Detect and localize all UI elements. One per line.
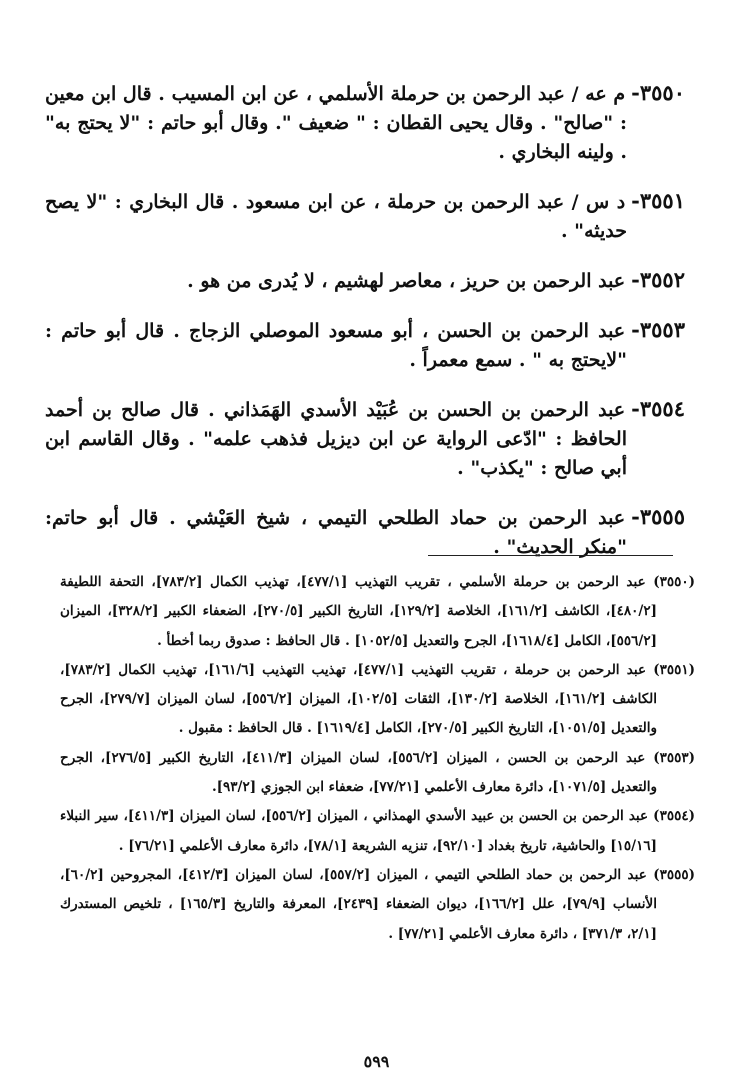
entry-text: م عه / عبد الرحمن بن حرملة الأسلمي ، عن ابن المسيب . قال ابن معين : "صالح" . وقال يحيى القطان : " ضعيف ". وقال أبو حاتم : "لا يحتج به" . ولينه البخاري . [45, 83, 627, 163]
footnotes-section [60, 568, 695, 949]
footnote-3554: (٣٥٥٤) عبد الرحمن بن الحسن بن عبيد الأسدي الهمذاني ، الميزان [٥٥٦/٢]، لسان الميزان [٤١١/٣]، سير النبلاء [١٥/١٦] والحاشية، تاريخ بغداد [٩٢/١٠]، تنزيه الشريعة [٧٨/١]، دائرة معارف الأعلمي [٧٦/٢١] . [60, 808, 695, 854]
entry-text: عبد الرحمن بن الحسن ، أبو مسعود الموصلي الزجاج . قال أبو حاتم : "لايحتج به " . سمع معمراً . [45, 320, 627, 371]
entry-3555 [45, 502, 685, 562]
entry-number: ٣٥٥١- [631, 188, 685, 213]
entry-text: عبد الرحمن بن حماد الطلحي التيمي ، شيخ العَيْشي . قال أبو حاتم: "منكر الحديث" . [45, 507, 627, 558]
entry-number: ٣٥٥٣- [631, 317, 685, 342]
entries-section [45, 78, 685, 569]
entry-3553 [45, 315, 685, 375]
footnote-3550: (٣٥٥٠) عبد الرحمن بن حرملة الأسلمي ، تقريب التهذيب [٤٧٧/١]، تهذيب الكمال [٧٨٣/٢]، التحفة اللطيفة [٤٨٠/٢]، الكاشف [١٦١/٢]، الخلاصة [١٢٩/٢]، التاريخ الكبير [٢٧٠/٥]، الضعفاء الكبير [٣٢٨/٢]، الميزان [٥٥٦/٢]، الكامل [١٦١٨/٤]، الجرح والتعديل [١٠٥٢/٥] . قال الحافظ : صدوق ربما أخطأ . [60, 574, 696, 649]
entry-3552 [45, 265, 685, 296]
entry-3550 [45, 78, 685, 167]
entry-number: ٣٥٥٥- [631, 504, 685, 529]
entry-number: ٣٥٥٠- [631, 80, 685, 105]
footnote-3553: (٣٥٥٣) عبد الرحمن بن الحسن ، الميزان [٥٥٦/٢]، لسان الميزان [٤١١/٣]، التاريخ الكبير [٢٧٦/٥]، الجرح والتعديل [١٠٧١/٥]، دائرة معارف الأعلمي [٧٧/٢١]، ضعفاء ابن الجوزي [٩٣/٢]. [60, 749, 696, 796]
entry-text: د س / عبد الرحمن بن حرملة ، عن ابن مسعود . قال البخاري : "لا يصح حديثه" . [45, 191, 627, 242]
entry-number: ٣٥٥٢- [631, 267, 685, 292]
footnote-divider [428, 555, 673, 556]
page-number: ٥٩٩ [363, 1052, 390, 1071]
footnote-3555: (٣٥٥٥) عبد الرحمن بن حماد الطلحي التيمي ، الميزان [٥٥٧/٢]، لسان الميزان [٤١٢/٣]، المجروحين [٦٠/٢]، الأنساب [٧٩/٩]، علل [١٦٦/٢]، ديوان الضعفاء [٢٤٣٩]، المعرفة والتاريخ [١٦٥/٣] ، تلخيص المستدرك [٢/١، ٣٧١/٣] ، دائرة معارف الأعلمي [٧٧/٢١] . [60, 866, 695, 942]
entry-text: عبد الرحمن بن حريز ، معاصر لهشيم ، لا يُدرى من هو . [187, 270, 626, 292]
entry-number: ٣٥٥٤- [631, 396, 685, 421]
footnote-3551: (٣٥٥١) عبد الرحمن بن حرملة ، تقريب التهذيب [٤٧٧/١]، تهذيب التهذيب [١٦١/٦]، تهذيب الكمال [٧٨٣/٢]، الكاشف [١٦١/٢]، الخلاصة [١٣٠/٢]، الثقات [١٠٢/٥]، الميزان [٥٥٦/٢]، لسان الميزان [٢٧٩/٧]، الجرح والتعديل [١٠٥١/٥]، التاريخ الكبير [٢٧٠/٥]، الكامل [١٦١٩/٤] . قال الحافظ : مقبول . [60, 661, 696, 737]
entry-3554 [45, 394, 685, 483]
entry-text: عبد الرحمن بن الحسن بن عُبَيْد الأسدي الهَمَذاني . قال صالح بن أحمد الحافظ : "ادّعى الرواية عن ابن ديزيل فذهب علمه" . وقال القاسم ابن أبي صالح : "يكذب" . [45, 399, 627, 479]
entry-3551 [45, 186, 685, 246]
